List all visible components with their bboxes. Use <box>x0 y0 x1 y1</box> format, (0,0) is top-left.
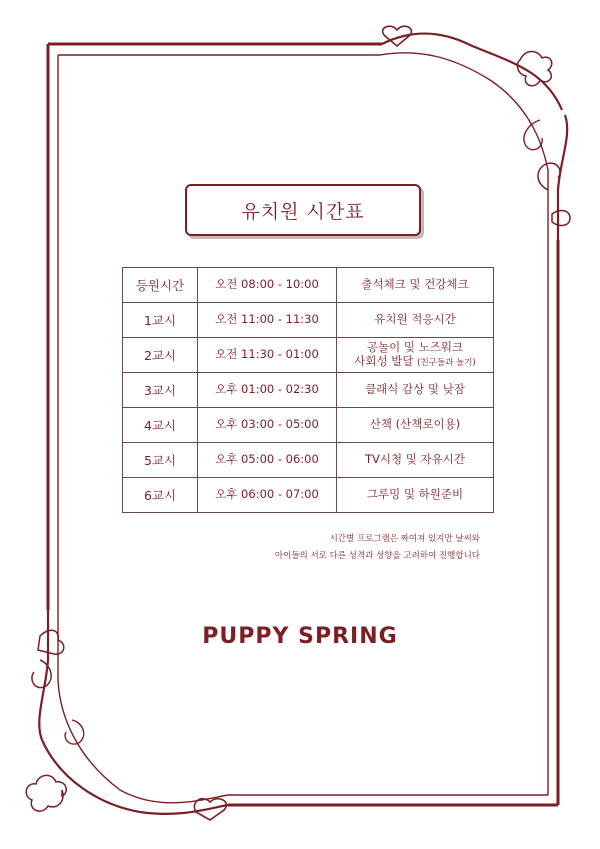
activity-cell: 출석체크 및 건강체크 <box>337 268 494 303</box>
table-row <box>123 443 494 478</box>
activity-line: 공놀이 및 노즈워크 <box>366 340 464 355</box>
period-cell: 등원시간 <box>123 268 198 303</box>
period-cell: 3교시 <box>123 373 198 408</box>
period-cell: 2교시 <box>123 338 198 373</box>
note-line-2: 아이들의 서로 다른 성격과 성향을 고려하여 진행합니다 <box>274 551 480 561</box>
note-line-1: 시간별 프로그램은 짜여져 있지만 날씨와 <box>329 534 480 544</box>
activity-line <box>339 355 491 369</box>
page-title: 유치원 시간표 <box>185 184 421 236</box>
table-row <box>123 268 494 303</box>
activity-cell: 산책 (산책로이용) <box>337 408 494 443</box>
table-row <box>123 338 494 373</box>
period-cell: 1교시 <box>123 303 198 338</box>
period-cell: 6교시 <box>123 478 198 513</box>
table-row <box>123 303 494 338</box>
time-cell: 오전 11:30 - 01:00 <box>198 338 337 373</box>
activity-cell: 유치원 적응시간 <box>337 303 494 338</box>
time-cell: 오전 11:00 - 11:30 <box>198 303 337 338</box>
table-row <box>123 478 494 513</box>
brand-name: PUPPY SPRING <box>202 624 398 649</box>
table-row <box>123 373 494 408</box>
time-cell: 오전 08:00 - 10:00 <box>198 268 337 303</box>
activity-cell <box>337 338 494 373</box>
activity-cell: 그루밍 및 하원준비 <box>337 478 494 513</box>
period-cell: 5교시 <box>123 443 198 478</box>
table-row <box>123 408 494 443</box>
schedule-table <box>122 267 494 513</box>
period-cell: 4교시 <box>123 408 198 443</box>
time-cell: 오후 03:00 - 05:00 <box>198 408 337 443</box>
activity-note: (친구들과 놀기) <box>417 358 476 368</box>
time-cell: 오후 06:00 - 07:00 <box>198 478 337 513</box>
time-cell: 오후 05:00 - 06:00 <box>198 443 337 478</box>
activity-line-2: 사회성 발달 <box>354 354 414 368</box>
activity-cell: 클래식 감상 및 낮잠 <box>337 373 494 408</box>
time-cell: 오후 01:00 - 02:30 <box>198 373 337 408</box>
activity-cell: TV시청 및 자유시간 <box>337 443 494 478</box>
